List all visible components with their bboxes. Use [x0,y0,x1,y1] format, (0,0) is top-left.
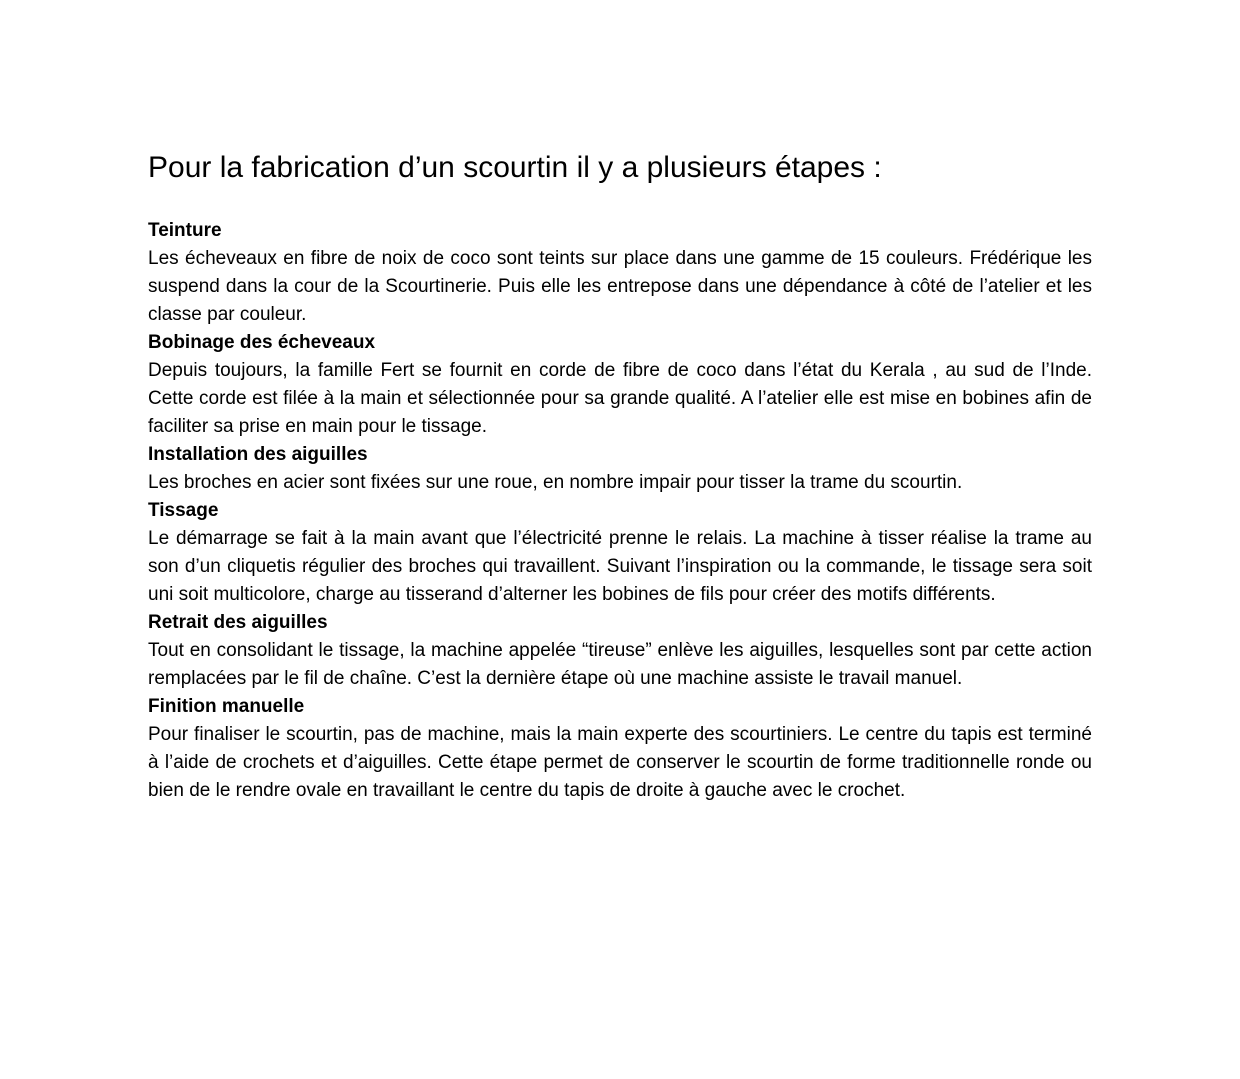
document-title: Pour la fabrication d’un scourtin il y a plusieurs étapes : [148,151,882,184]
step-heading: Finition manuelle [148,696,305,717]
step-text: Le démarrage se fait à la main avant que l’électricité prenne le relais. La machine à tisser réalise la trame au son d’un cliquetis régulier des broches qui travaillent. Suivant l’inspiration ou la commande, le tissage sera soit uni soit multicolore, charge au tisserand d’alterner les bobines de fils pour créer des motifs différents. [148,528,1092,605]
step-finition [148,693,1092,805]
document-page [148,148,1092,805]
step-installation [148,441,1092,497]
step-heading: Teinture [148,220,222,241]
step-heading: Tissage [148,500,219,521]
step-text: Tout en consolidant le tissage, la machine appelée “tireuse” enlève les aiguilles, lesquelles sont par cette action remplacées par le fil de chaîne. C’est la dernière étape où une machine assiste le travail manuel. [148,640,1092,689]
step-retrait [148,609,1092,693]
step-heading: Bobinage des écheveaux [148,332,376,353]
step-heading: Installation des aiguilles [148,444,368,465]
step-heading: Retrait des aiguilles [148,612,328,633]
step-text: Pour finaliser le scourtin, pas de machine, mais la main experte des scourtiniers. Le centre du tapis est terminé à l’aide de crochets et d’aiguilles. Cette étape permet de conserver le scourtin de forme traditionnelle ronde ou bien de le rendre ovale en travaillant le centre du tapis de droite à gauche avec le crochet. [148,724,1092,801]
step-text: Les broches en acier sont fixées sur une roue, en nombre impair pour tisser la trame du scourtin. [148,472,963,493]
step-text: Depuis toujours, la famille Fert se fournit en corde de fibre de coco dans l’état du Kerala , au sud de l’Inde. Cette corde est filée à la main et sélectionnée pour sa grande qualité. A l’atelier elle est mise en bobines afin de faciliter sa prise en main pour le tissage. [148,360,1092,437]
step-tissage [148,497,1092,609]
step-teinture [148,217,1092,329]
step-text: Les écheveaux en fibre de noix de coco sont teints sur place dans une gamme de 15 couleurs. Frédérique les suspend dans la cour de la Scourtinerie. Puis elle les entrepose dans une dépendance à côté de l’atelier et les classe par couleur. [148,248,1092,325]
step-bobinage [148,329,1092,441]
steps-list [148,217,1092,805]
